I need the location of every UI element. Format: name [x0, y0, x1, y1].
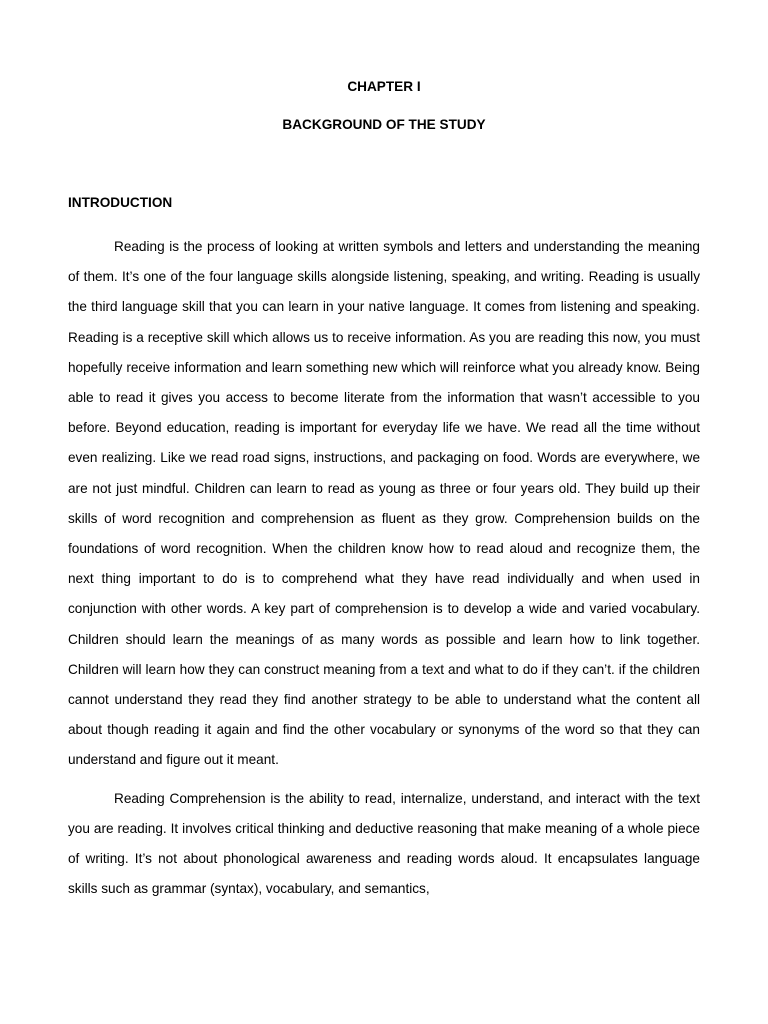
paragraph: Reading Comprehension is the ability to read, internalize, understand, and interact with the text you are reading. It involves critical thinking and deductive reasoning that make meaning of a whole piece of writing. It’s not about phonological awareness and reading words aloud. It encapsulates language skills such as grammar (syntax), vocabulary, and semantics,: [68, 790, 700, 897]
paragraph: Reading is the process of looking at written symbols and letters and understanding the meaning of them. It’s one of the four language skills alongside listening, speaking, and writing. Reading is usually the third language skill that you can learn in your native language. It comes from listening and speaking. Reading is a receptive skill which allows us to receive information. As you are reading this now, you must hopefully receive information and learn something new which will reinforce what you already know. Being able to read it gives you access to become literate from the information that wasn’t accessible to you before. Beyond education, reading is important for everyday life we have. We read all the time without even realizing. Like we read road signs, instructions, and packaging on food. Words are everywhere, we are not just mindful. Children can learn to read as young as three or four years old. They build up their skills of word recognition and comprehension as fluent as they grow. Comprehension builds on the foundations of word recognition. When the children know how to read aloud and recognize them, the next thing important to do is to comprehend what they have read individually and when used in conjunction with other words. A key part of comprehension is to develop a wide and varied vocabulary. Children should learn the meanings of as many words as possible and learn how to link together. Children will learn how they can construct meaning from a text and what to do if they can’t. if the children cannot understand they read they find another strategy to be able to understand what the content all about though reading it again and find the other vocabulary or synonyms of the word so that they can understand and figure out it meant.: [68, 239, 700, 768]
chapter-heading: CHAPTER I: [347, 79, 421, 94]
section-heading: INTRODUCTION: [68, 195, 173, 210]
chapter-title: BACKGROUND OF THE STUDY: [282, 117, 486, 132]
body-text: [68, 232, 700, 904]
